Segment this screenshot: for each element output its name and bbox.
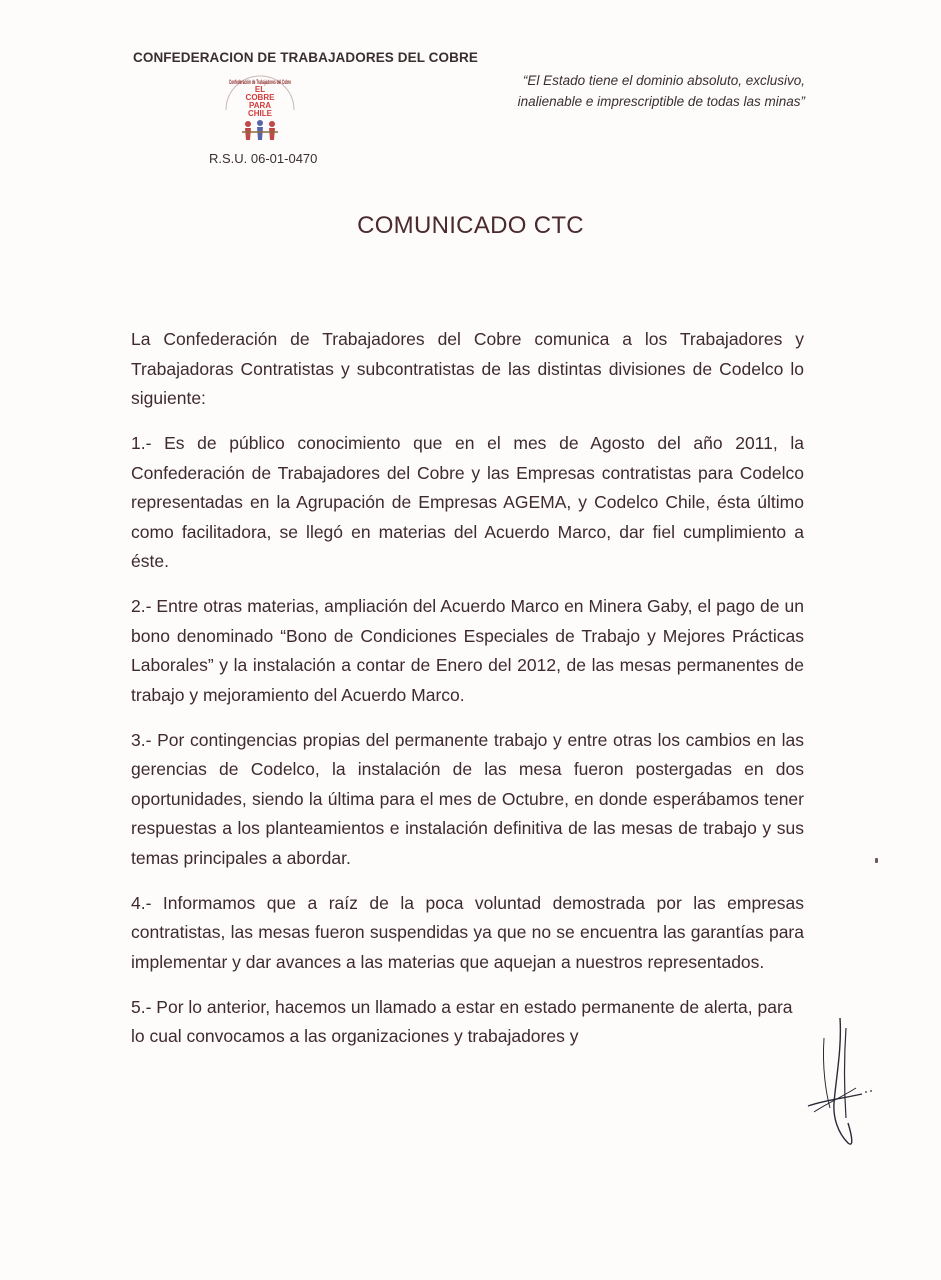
point-4-paragraph: 4.- Informamos que a raíz de la poca voluntad demostrada por las empresas contratistas, las mesas fueron suspendidas ya que no se encuentra las garantías para implementar y dar avances a las materias que aquejan a nuestros representados.	[131, 892, 804, 972]
point-5-paragraph: 5.- Por lo anterior, hacemos un llamado a estar en estado permanente de alerta, para lo cual convocamos a las organizaciones y trabajadores y	[131, 996, 793, 1046]
intro-paragraph: La Confederación de Trabajadores del Cobre comunica a los Trabajadores y Trabajadoras Contratistas y subcontratistas de las distintas divisiones de Codelco lo siguiente:	[131, 329, 804, 408]
ctc-logo	[212, 70, 308, 152]
motto-line-1: “El Estado tiene el dominio absoluto, exclusivo,	[522, 73, 805, 88]
point-3-paragraph: 3.- Por contingencias propias del permanente trabajo y entre otras los cambios en las gerencias de Codelco, la instalación de las mesa fueron postergadas en dos oportunidades, siendo la última para el mes de Octubre, en donde esperábamos tener respuestas a los planteamientos e instalación definitiva de las mesas de trabajo y sus temas principales a abordar.	[131, 729, 804, 868]
logo-arc-text: Confederación de Trabajadores del Cobre	[229, 80, 292, 86]
logo-text-para: PARA	[248, 101, 272, 110]
logo-text-cobre: COBRE	[245, 93, 275, 102]
organization-name: CONFEDERACION DE TRABAJADORES DEL COBRE	[133, 50, 478, 65]
logo-text-chile: CHILE	[248, 109, 272, 118]
logo-text-el: EL	[254, 85, 266, 94]
registration-number: R.S.U. 06-01-0470	[209, 151, 318, 166]
motto-line-2: inalienable e imprescriptible de todas las minas”	[517, 94, 805, 109]
motto	[425, 70, 805, 112]
page-speck	[875, 858, 878, 863]
page-title: COMUNICADO CTC	[357, 212, 584, 239]
point-1-paragraph: 1.- Es de público conocimiento que en el mes de Agosto del año 2011, la Confederación de Trabajadores del Cobre y las Empresas contratistas para Codelco representadas en la Agrupación de Empresas AGEMA, y Codelco Chile, ésta último como facilitadora, se llegó en materias del Acuerdo Marco, dar fiel cumplimiento a éste.	[131, 433, 804, 571]
point-2-paragraph: 2.- Entre otras materias, ampliación del Acuerdo Marco en Minera Gaby, el pago de un bono denominado “Bono de Condiciones Especiales de Trabajo y Mejores Prácticas Laborales” y la instalación a contar de Enero del 2012, de las mesas permanentes de trabajo y mejoramiento del Acuerdo Marco.	[131, 596, 804, 705]
handwritten-signature	[800, 1008, 880, 1158]
document-body	[131, 325, 804, 1067]
workers-figures-icon	[242, 120, 278, 140]
